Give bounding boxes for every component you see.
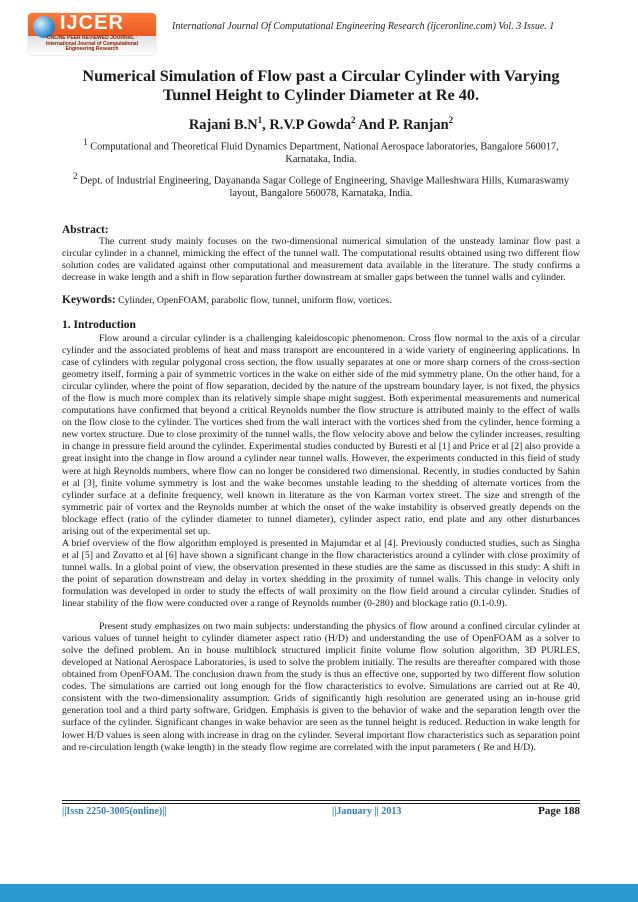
footer-rule	[62, 800, 580, 801]
journal-logo	[28, 13, 156, 55]
intro-paragraph: Present study emphasizes on two main subjects: understanding the physics of flow around a confined circular cylinder at various values of tunnel height to cylinder diameter aspect ratio (H/D) and understanding the use of OpenFOAM as a solver to solve the defined problem. An in house multiblock structured implicit finite volume flow solution algorithm, 3D PURLES, developed at National Aerospace Laboratories, is used to solve the problem initially. The results are thereafter compared with those obtained from OpenFOAM. The conclusion drawn from the study is thus an effective one, supported by two different flow solution codes. The simulations are carried out long enough for the flow characteristics to evolve. Simulations are carried out at Re 40, consistent with the two-dimensionality assumption. Grids of significantly high resolution are generated using an in-house grid generation tool and a third party software, Gridgen. Emphasis is given to the behavior of wake and the separation length over the surface of the cylinder. Significant changes in wake behavior are seen as the tunnel height is reduced. Reduction in wake length for lower H/D values is seen along with increase in drag on the cylinder. Several important flow characteristics such as separation point and re-circulation length (wake length) in the steady flow regime are correlated with the input parameters ( Re and H/D).	[62, 621, 580, 753]
affiliation-number: 1	[83, 136, 88, 147]
abstract-heading: Abstract:	[62, 223, 109, 236]
author-name: R.V.P Gowda	[269, 116, 352, 133]
journal-running-header: International Journal Of Computational Engineering Research (ijceronline.com) Vol. 3 Issue. 1	[172, 21, 555, 32]
intro-paragraph: Flow around a circular cylinder is a challenging kaleidoscopic phenomenon. Cross flow normal to the axis of a circular cylinder and the associated problems of heat and mass transport are encountered in a wide variety of engineering applications. In case of cylinders with regular polygonal cross section, the flow usually separates at one or more sharp corners of the cross-section geometry itself, forming a pair of symmetric vortices in the wake on either side of the mid symmetry plane. On the other hand, for a circular cylinder, where the point of flow separation, decided by the nature of the upstream boundary layer, is not fixed, the physics of the flow is much more complex than its relatively simple shape might suggest. Both experimental measurements and numerical computations have confirmed that beyond a critical Reynolds number the flow structure is attributed mainly to the effect of walls on the flow close to the cylinder. The vortices shed from the wall interact with the vortices shed from the cylinder, hence forming a new vortex structure. Due to close proximity of the tunnel walls, the flow velocity above and below the cylinder increases, resulting in change in pressure field around the cylinder. Experimental studies conducted by Buresti et al [1] and Price et al [2] also provide a great insight into the change in flow around a cylinder near tunnel walls. However, the experiments conducted in this field of study were at high Reynolds numbers, where flow can no longer be considered two dimensional. Recently, in studies conducted by Sahin et al [3], finite volume symmetry is lost and the wake becomes unstable leading to the shedding of alternate vortices from the cylinder surface at a definite frequency, well known in literature as the von Karman vortex street. The size and strength of the symmetric pair of vortex and the Reynolds number at which the onset of the wake instability is observed greatly depends on the blockage effect (ratio of the cylinder diameter to tunnel diameter), cylinder aspect ratio, end plate and any other disturbances arising out of the experimental set up.	[62, 333, 580, 537]
logo-tagline: ONLINE PEER REVIEWED JOURNAL · International Journal of Computational Engineering Research	[46, 35, 138, 53]
paper-content	[62, 66, 580, 754]
author-separator: ,	[262, 116, 270, 133]
author-affiliation-mark: 1	[257, 115, 263, 125]
bottom-color-bar	[0, 884, 638, 902]
author-name: Rajani B.N	[188, 116, 258, 133]
paper-title: Numerical Simulation of Flow past a Circular Cylinder with Varying Tunnel Height to Cylinder Diameter at Re 40.	[82, 66, 560, 104]
keywords-text: Cylinder, OpenFOAM, parabolic flow, tunnel, uniform flow, vortices.	[115, 295, 392, 307]
page-number: Page 188	[538, 805, 580, 817]
abstract-text: The current study mainly focuses on the two-dimensional numerical simulation of the unsteady laminar flow past a circular cylinder in a channel, mimicking the effect of the tunnel wall. The computational results obtained using two different flow solution codes are validated against other computational and measurement data available in the literature. The study confirms a decrease in wake length and a shift in flow separation further downstream at smaller gaps between the tunnel walls and cylinder.	[62, 235, 580, 283]
intro-paragraph: A brief overview of the flow algorithm employed is presented in Majumdar et al [4]. Previously conducted studies, such as Singha et al [5] and Zovatto et al [6] have shown a significant change in the flow characteristics around a cylinder with close proximity of tunnel walls. In a global point of view, the observation presented in these studies are the same as discussed in this study: A shift in the point of separation downstream and delay in vortex shedding in the proximity of tunnel walls. This change in velocity only formulation was developed in order to study the effects of wall proximity on the flow field around a circular cylinder. Studies of linear stability of the flow were conducted over a range of Reynolds number (0-280) and blockage ratio (0.1-0.9).	[62, 537, 580, 610]
affiliation	[62, 170, 580, 201]
affiliation-number: 2	[72, 170, 78, 181]
introduction-heading: 1. Introduction	[62, 319, 136, 332]
affiliation-text: Computational and Theoretical Fluid Dynamics Department, National Aerospace laboratories, Bangalore 560017, Karnataka, India.	[87, 141, 559, 166]
footer-date: ||January || 2013	[332, 806, 402, 817]
page-header	[0, 0, 638, 60]
author-affiliation-mark: 2	[351, 115, 356, 125]
keywords-line	[62, 294, 580, 307]
page-footer	[62, 804, 580, 820]
affiliation-text: Dept. of Industrial Engineering, Dayananda Sagar College of Engineering, Shavige Malleshwara Hills, Kumaraswamy layout, Bangalore 560078, Karnataka, India.	[77, 175, 570, 200]
paragraph-gap	[62, 610, 580, 621]
author-affiliation-mark: 2	[448, 115, 454, 125]
logo-name: IJCER	[60, 13, 124, 34]
author-separator: And	[355, 116, 389, 133]
footer-issn: ||Issn 2250-3005(online)||	[62, 806, 167, 817]
author-list	[62, 111, 580, 134]
author-name: P. Ranjan	[388, 116, 449, 133]
affiliation	[62, 136, 580, 167]
keywords-label: Keywords:	[62, 294, 116, 307]
